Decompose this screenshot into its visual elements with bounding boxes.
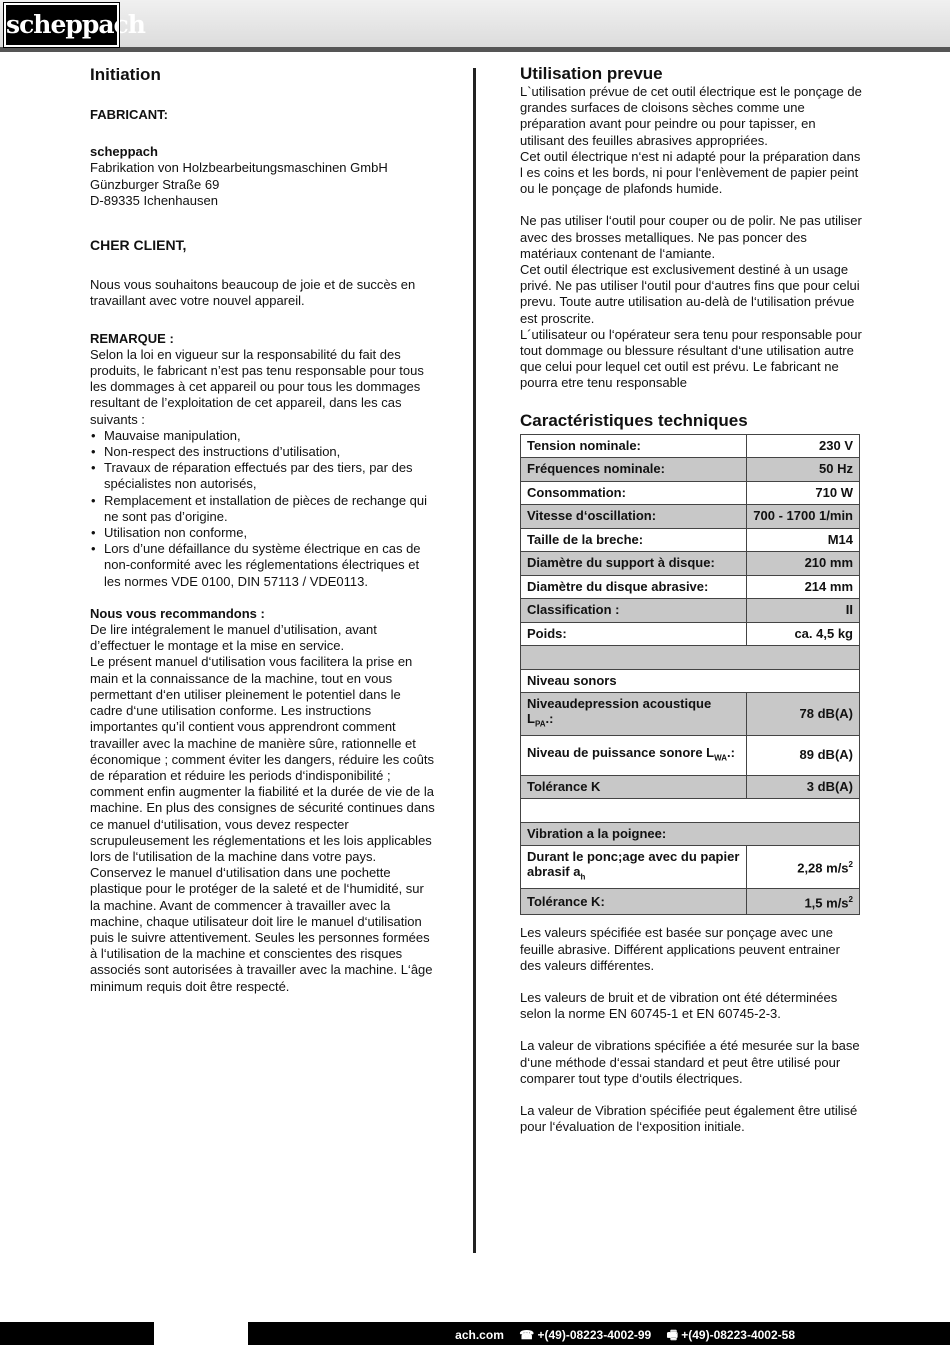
manufacturer-label: FABRICANT: — [90, 107, 168, 122]
table-row — [521, 622, 860, 646]
table-row — [521, 505, 860, 529]
spec-value: ca. 4,5 kg — [747, 622, 860, 646]
vibration-title: Vibration a la poignee: — [521, 822, 860, 846]
note-text: Les valeurs spécifiée est basée sur ponçage avec une feuille abrasive. Différent applications peuvent entrainer des valeurs différentes. — [520, 925, 840, 973]
list-item: • Mauvaise manipulation, — [90, 428, 435, 444]
company-name: scheppach — [90, 144, 158, 160]
spec-value: 230 V — [747, 434, 860, 458]
table-row — [521, 775, 860, 799]
table-row — [521, 528, 860, 552]
spec-value: 89 dB(A) — [747, 735, 860, 775]
table-row — [521, 735, 860, 775]
usage-text: Cet outil électrique n‘est ni adapté pour la préparation dans l es coins et les bords, ni pour l‘enlèvement de papier peint ou le ponçage de plafonds humide. — [520, 148, 861, 197]
spec-table — [520, 434, 860, 916]
table-row-spacer — [521, 799, 860, 823]
table-row — [521, 552, 860, 576]
spec-label: Tension nominale: — [521, 434, 747, 458]
recommend-text: Le présent manuel d‘utilisation vous facilitera la prise en main et la connaissance de la machine, tout en vous permettant d‘en utiliser pleinement le potentiel dans le cadre d‘une utilisation conforme. Les instructions importantes qu’il contient vous apprendront comment travailler avec la machine de manière sûre, rationnelle et économique ; comment éviter les dangers, réduire les coûts de réparation et réduire les periods d‘indisponibilité ; comment enfin augmenter la fiabilité et la durée de vie de la machine. En plus des consignes de sécurité continues dans ce manuel d‘utilisation, vous devez respecter scrupuleusement les réglementations et les lois applicables lors de l‘utilisation de la machine dans votre pays. — [90, 654, 435, 864]
spec-value: 710 W — [747, 481, 860, 505]
note-text: La valeur de vibrations spécifiée a été mesurée sur la base d‘une méthode d‘essai standard et peut être utilisé pour comparer tout type d‘outils électriques. — [520, 1038, 860, 1086]
list-item: • Travaux de réparation effectués par des tiers, par des spécialistes non autorisés, — [90, 460, 435, 492]
spec-label: Diamètre du support à disque: — [521, 552, 747, 576]
usage-text: L´utilisateur ou l‘opérateur sera tenu pour responsable pour tout dommage ou blessure résultant d‘une utilisation autre que celui pour lequel cet outil est prévu. Le fabricant ne pourra etre tenu responsable — [520, 326, 862, 391]
note-text: La valeur de Vibration spécifiée peut également être utilisé pour l‘évaluation de l‘exposition initiale. — [520, 1103, 858, 1135]
table-row — [521, 434, 860, 458]
table-row — [521, 888, 860, 915]
left-column — [90, 64, 435, 995]
list-item: • Remplacement et installation de pièces de rechange qui ne sont pas d’origine. — [90, 493, 435, 525]
spec-label: Tolérance K: — [521, 888, 747, 915]
address-line: D-89335 Ichenhausen — [90, 192, 218, 208]
spec-value: M14 — [747, 528, 860, 552]
list-item: • Non-respect des instructions d’utilisation, — [90, 444, 435, 460]
spec-value: 78 dB(A) — [747, 693, 860, 736]
footer-phone: ☎ +(49)-08223-4002-99 — [519, 1328, 652, 1342]
table-row — [521, 822, 860, 846]
section-title-specs: Caractéristiques techniques — [520, 410, 748, 430]
table-row — [521, 458, 860, 482]
remark-text: Selon la loi en vigueur sur la responsabilité du fait des produits, le fabricant n’est pas tenu responsable pour tous les dommages à cet appareil ou pour tous les dommages resultant de l’exploitation de cet appareil, dans les cas suivants : — [90, 346, 424, 427]
page-header — [0, 0, 950, 52]
footer-contact — [443, 1326, 795, 1345]
table-row — [521, 693, 860, 736]
spec-value: 700 - 1700 1/min — [747, 505, 860, 529]
note-text: Les valeurs de bruit et de vibration ont été déterminées selon la norme EN 60745-1 et EN 60745-2-3. — [520, 989, 838, 1022]
spec-label: Diamètre du disque abrasive: — [521, 575, 747, 599]
spec-label: Durant le ponc;age avec du papier abrasif $a_h$ — [521, 846, 747, 889]
welcome-text: Nous vous souhaitons beaucoup de joie et de succès en travaillant avec votre nouvel appareil. — [90, 277, 416, 309]
greeting: CHER CLIENT, — [90, 237, 187, 254]
spec-label: Consommation: — [521, 481, 747, 505]
spec-value: 2,28 $m/s^2$ — [747, 846, 860, 889]
footer-fax: 🖷 +(49)-08223-4002-58 — [666, 1328, 795, 1342]
spec-label: Poids: — [521, 622, 747, 646]
table-row — [521, 575, 860, 599]
remark-label: REMARQUE : — [90, 330, 174, 346]
spec-label: Taille de la breche: — [521, 528, 747, 552]
spec-value: 3 dB(A) — [747, 775, 860, 799]
spec-value: II — [747, 599, 860, 623]
recommend-text: De lire intégralement le manuel d’utilisation, avant d’effectuer le montage et la mise en service. — [90, 622, 377, 654]
section-title-initiation: Initiation — [90, 65, 161, 84]
address-line: Fabrikation von Holzbearbeitungsmaschinen GmbH — [90, 160, 388, 176]
table-row — [521, 846, 860, 889]
spec-label: Niveaudepression acoustique $L_{PA}$.: — [521, 693, 747, 736]
footer-web-link[interactable]: ach.com — [455, 1328, 504, 1342]
column-divider — [473, 68, 476, 1253]
spec-label: Vitesse d‘oscillation: — [521, 505, 747, 529]
list-item: • Utilisation non conforme, — [90, 525, 435, 541]
spec-label: Tolérance K — [521, 775, 747, 799]
right-column — [520, 64, 862, 1135]
brand-logo: scheppach — [4, 3, 119, 47]
spec-label: Classification : — [521, 599, 747, 623]
remark-list — [90, 428, 435, 590]
table-row — [521, 599, 860, 623]
spec-label: Fréquences nominale: — [521, 458, 747, 482]
list-item: • Lors d’une défaillance du système électrique en cas de non-conformité avec les réglementations électriques et les normes VDE 0100, DIN 57113 / VDE0113. — [90, 541, 435, 590]
recommend-text: Conservez le manuel d‘utilisation dans une pochette plastique pour le protéger de la saleté et de l‘humidité, sur la machine. Avant de commencer à travailler avec la machine, chaque utilisateur doit lire le manuel d‘utilisation puis le suivre attentivement. Seules les personnes formées à l‘utilisation de la machine et conscientes des risques associés sont autorisées à travailler avec la machine. L‘âge minimum requis doit être respecté. — [90, 865, 433, 994]
footer-page-box — [154, 1322, 248, 1345]
table-row — [521, 481, 860, 505]
table-row — [521, 669, 860, 693]
table-row-spacer — [521, 646, 860, 670]
sound-title: Niveau sonors — [521, 669, 860, 693]
spec-value: 50 Hz — [747, 458, 860, 482]
usage-text: Ne pas utiliser l‘outil pour couper ou de polir. Ne pas utiliser avec des brosses metalliques. Ne pas poncer des matériaux contenant de l‘amiante. — [520, 213, 862, 261]
spec-value: 1,5 $m/s^2$ — [747, 888, 860, 915]
recommend-label: Nous vous recommandons : — [90, 605, 265, 621]
spec-label: Niveau de puissance sonore $L_{WA}$.: — [521, 735, 747, 775]
address-line: Günzburger Straße 69 — [90, 176, 220, 192]
section-title-usage: Utilisation prevue — [520, 64, 663, 83]
usage-text: Cet outil électrique est exclusivement destiné à un usage privé. Ne pas utiliser l‘outil pour d‘autres fins que pour celui prevu. Toute autre utilisation au-delà de l‘utilisation prévue est proscrite. — [520, 262, 860, 326]
spec-value: 214 mm — [747, 575, 860, 599]
usage-text: L`utilisation prévue de cet outil électrique est le ponçage de grandes surfaces de cloisons sèches comme une préparation avant pour peindre ou pour tapisser, en utilisant des feuilles abrasives appropriées. — [520, 84, 862, 148]
page-footer — [0, 1322, 950, 1345]
spec-value: 210 mm — [747, 552, 860, 576]
